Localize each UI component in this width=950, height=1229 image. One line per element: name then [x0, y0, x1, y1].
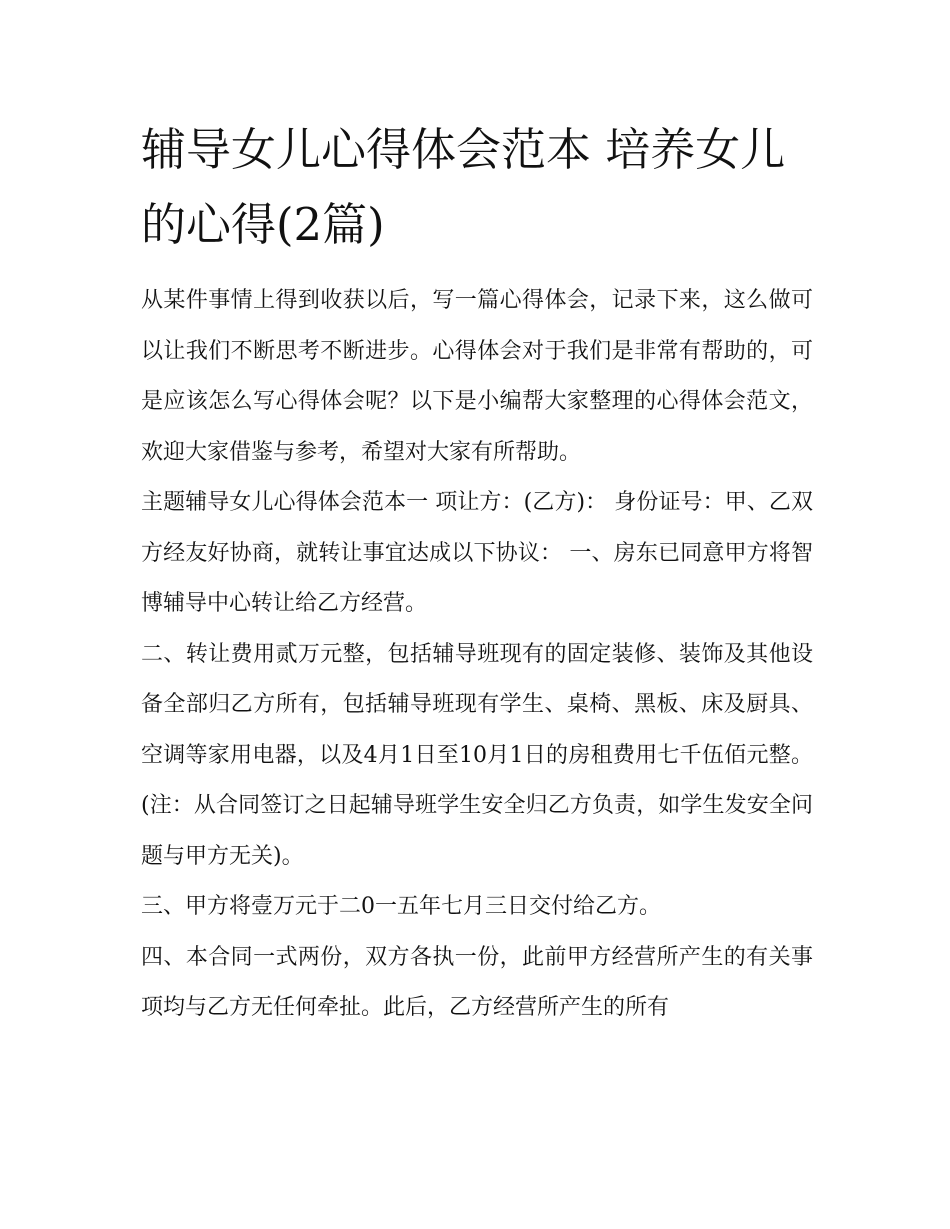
- document-body: [141, 276, 813, 1034]
- paragraph-intro: 从某件事情上得到收获以后，写一篇心得体会，记录下来，这么做可以让我们不断思考不断进步。心得体会对于我们是非常有帮助的，可是应该怎么写心得体会呢？以下是小编帮大家整理的心得体会范文，欢迎大家借鉴与参考，希望对大家有所帮助。: [141, 288, 813, 465]
- paragraph-parties: 主题辅导女儿心得体会范本一 项让方：(乙方)： 身份证号：甲、乙双方经友好协商，就转让事宜达成以下协议： 一、房东已同意甲方将智博辅导中心转让给乙方经营。: [141, 490, 813, 616]
- document-page: [141, 112, 813, 1034]
- paragraph-clause-3: 三、甲方将壹万元于二0一五年七月三日交付给乙方。: [141, 894, 661, 919]
- paragraph-clause-2: 二、转让费用贰万元整，包括辅导班现有的固定装修、装饰及其他设备全部归乙方所有，包括辅导班现有学生、桌椅、黑板、床及厨具、空调等家用电器，以及4月1日至10月1日的房租费用七千伍佰元整。(注：从合同签订之日起辅导班学生安全归乙方负责，如学生发安全问题与甲方无关)。: [141, 641, 813, 869]
- paragraph-clause-4: 四、本合同一式两份，双方各执一份，此前甲方经营所产生的有关事项均与乙方无任何牵扯。此后，乙方经营所产生的所有: [141, 944, 813, 1020]
- document-title: 辅导女儿心得体会范本 培养女儿的心得(2篇): [141, 123, 786, 251]
